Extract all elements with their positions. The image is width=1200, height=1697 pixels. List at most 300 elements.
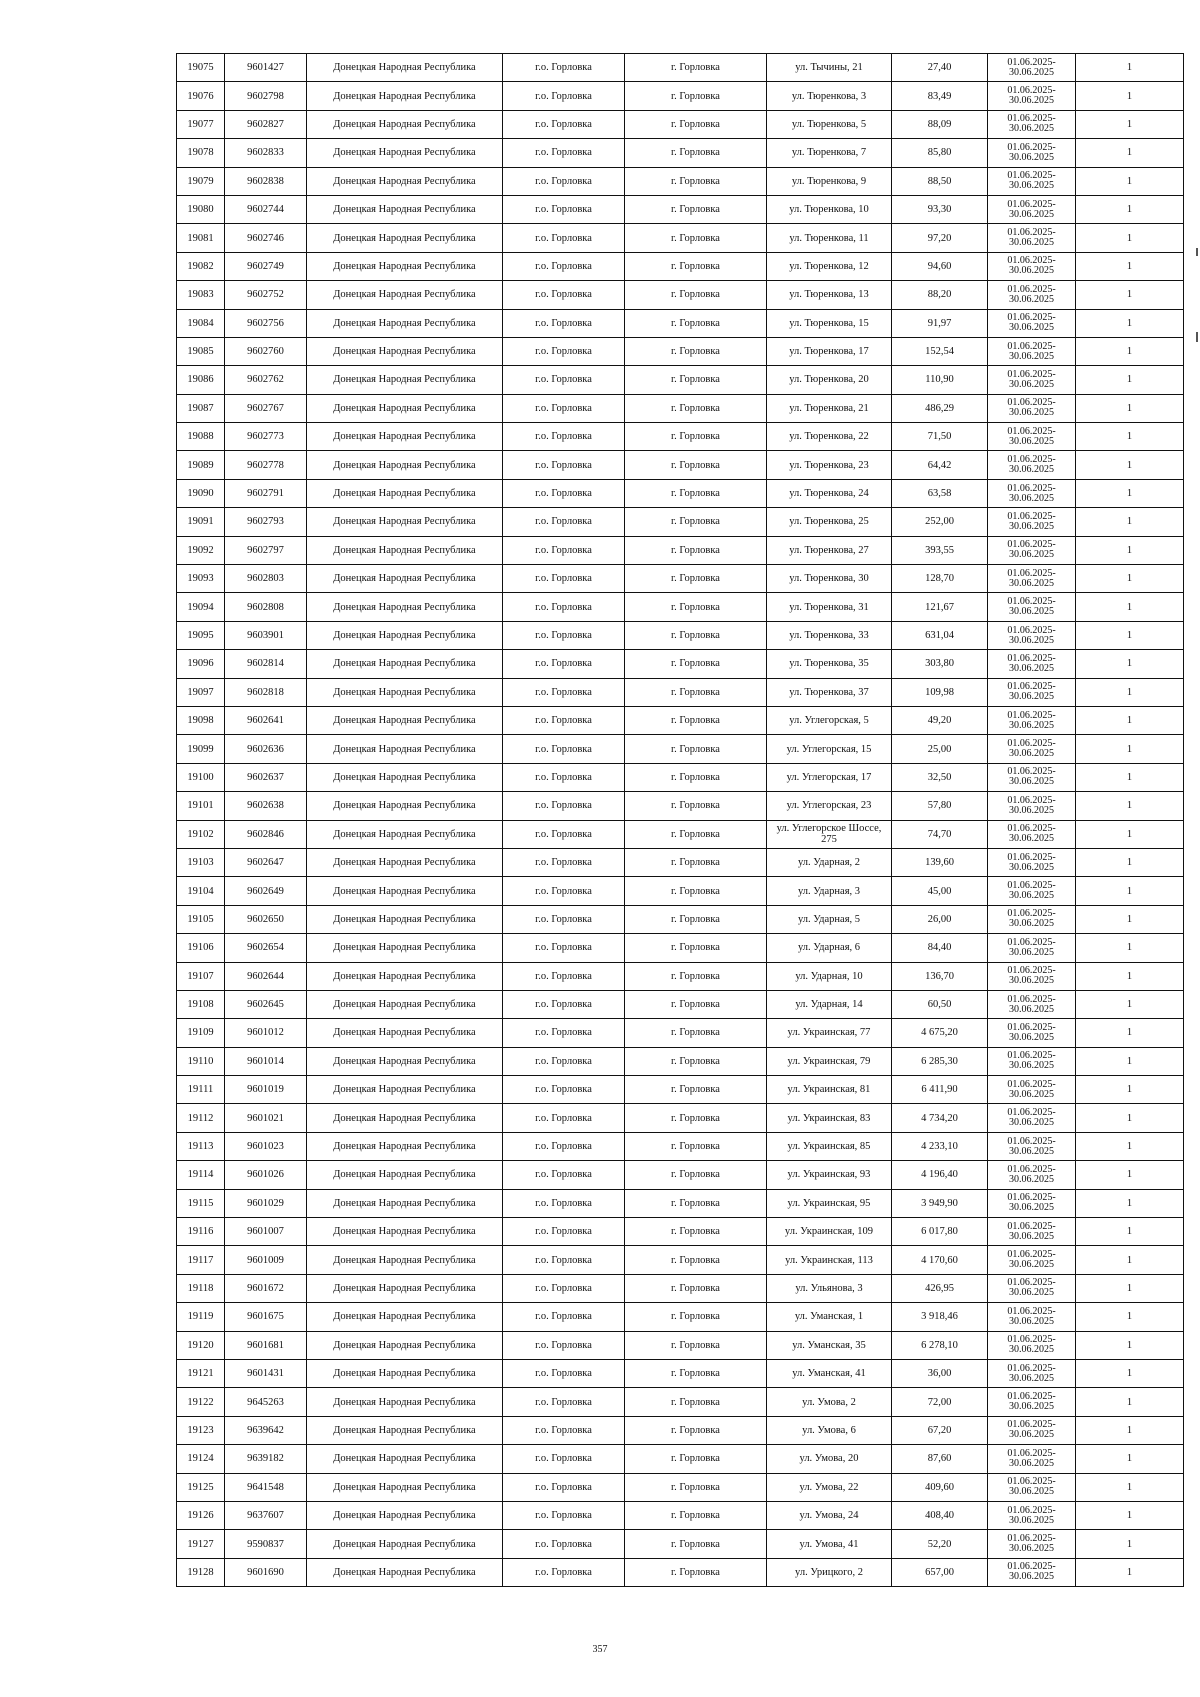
cell-number: 19083	[177, 281, 225, 309]
period-line: 30.06.2025	[1009, 946, 1054, 958]
period-line: 30.06.2025	[1009, 833, 1054, 845]
period-line: 30.06.2025	[1009, 719, 1054, 731]
cell-number: 19091	[177, 508, 225, 536]
cell-address: ул. Тюренкова, 30	[767, 565, 892, 593]
cell-number: 19082	[177, 252, 225, 280]
cell-period	[988, 848, 1076, 876]
table-row	[177, 593, 1184, 621]
cell-period	[988, 54, 1076, 82]
cell-code: 9639642	[225, 1416, 307, 1444]
table-row	[177, 54, 1184, 82]
period-line: 01.06.2025-	[1007, 283, 1056, 295]
cell-district: г.о. Горловка	[503, 1076, 625, 1104]
table-row	[177, 479, 1184, 507]
cell-code: 9602641	[225, 706, 307, 734]
table-row	[177, 1530, 1184, 1558]
table-row	[177, 195, 1184, 223]
cell-quantity: 1	[1076, 565, 1184, 593]
cell-address: ул. Тюренкова, 12	[767, 252, 892, 280]
cell-code: 9601023	[225, 1132, 307, 1160]
cell-quantity: 1	[1076, 139, 1184, 167]
cell-area: 36,00	[892, 1359, 988, 1387]
cell-period	[988, 593, 1076, 621]
period-line: 30.06.2025	[1009, 151, 1054, 163]
cell-region: Донецкая Народная Республика	[307, 423, 503, 451]
cell-address: ул. Ударная, 6	[767, 934, 892, 962]
cell-address: ул. Тюренкова, 37	[767, 678, 892, 706]
cell-quantity: 1	[1076, 1558, 1184, 1586]
table-row	[177, 1047, 1184, 1075]
cell-number: 19104	[177, 877, 225, 905]
table-row	[177, 536, 1184, 564]
cell-quantity: 1	[1076, 110, 1184, 138]
cell-number: 19076	[177, 82, 225, 110]
cell-address: ул. Тюренкова, 27	[767, 536, 892, 564]
table-row	[177, 394, 1184, 422]
cell-period	[988, 877, 1076, 905]
cell-city: г. Горловка	[625, 848, 767, 876]
cell-area: 93,30	[892, 195, 988, 223]
table-row	[177, 1416, 1184, 1444]
period-line: 30.06.2025	[1009, 378, 1054, 390]
period-line: 30.06.2025	[1009, 1088, 1054, 1100]
cell-code: 9602798	[225, 82, 307, 110]
period-line: 01.06.2025-	[1007, 993, 1056, 1005]
table-row	[177, 1189, 1184, 1217]
period-line: 30.06.2025	[1009, 95, 1054, 107]
cell-number: 19077	[177, 110, 225, 138]
period-line: 01.06.2025-	[1007, 539, 1056, 551]
cell-quantity: 1	[1076, 1331, 1184, 1359]
cell-period	[988, 905, 1076, 933]
cell-code: 9645263	[225, 1388, 307, 1416]
cell-address: ул. Украинская, 93	[767, 1161, 892, 1189]
cell-address: ул. Тюренкова, 7	[767, 139, 892, 167]
cell-code: 9602803	[225, 565, 307, 593]
cell-district: г.о. Горловка	[503, 309, 625, 337]
cell-code: 9601014	[225, 1047, 307, 1075]
cell-quantity: 1	[1076, 905, 1184, 933]
cell-period	[988, 1388, 1076, 1416]
period-line: 30.06.2025	[1009, 1060, 1054, 1072]
cell-code: 9602649	[225, 877, 307, 905]
cell-city: г. Горловка	[625, 678, 767, 706]
cell-city: г. Горловка	[625, 1303, 767, 1331]
cell-period	[988, 990, 1076, 1018]
cell-period	[988, 366, 1076, 394]
cell-district: г.о. Горловка	[503, 1388, 625, 1416]
period-line: 01.06.2025-	[1007, 965, 1056, 977]
period-line: 01.06.2025-	[1007, 624, 1056, 636]
cell-number: 19075	[177, 54, 225, 82]
cell-city: г. Горловка	[625, 508, 767, 536]
cell-district: г.о. Горловка	[503, 110, 625, 138]
period-line: 01.06.2025-	[1007, 1504, 1056, 1516]
cell-city: г. Горловка	[625, 1218, 767, 1246]
cell-area: 83,49	[892, 82, 988, 110]
cell-address: ул. Тюренкова, 9	[767, 167, 892, 195]
cell-city: г. Горловка	[625, 366, 767, 394]
cell-number: 19093	[177, 565, 225, 593]
cell-area: 657,00	[892, 1558, 988, 1586]
cell-period	[988, 934, 1076, 962]
cell-quantity: 1	[1076, 281, 1184, 309]
period-line: 30.06.2025	[1009, 890, 1054, 902]
period-line: 30.06.2025	[1009, 464, 1054, 476]
cell-period	[988, 1445, 1076, 1473]
cell-period	[988, 1189, 1076, 1217]
cell-district: г.о. Горловка	[503, 905, 625, 933]
cell-quantity: 1	[1076, 1246, 1184, 1274]
cell-code: 9601026	[225, 1161, 307, 1189]
period-line: 01.06.2025-	[1007, 596, 1056, 608]
cell-period	[988, 479, 1076, 507]
table-row	[177, 281, 1184, 309]
period-line: 30.06.2025	[1009, 1003, 1054, 1015]
cell-region: Донецкая Народная Республика	[307, 848, 503, 876]
cell-region: Донецкая Народная Республика	[307, 167, 503, 195]
cell-district: г.о. Горловка	[503, 934, 625, 962]
cell-number: 19107	[177, 962, 225, 990]
cell-region: Донецкая Народная Республика	[307, 1161, 503, 1189]
cell-region: Донецкая Народная Республика	[307, 479, 503, 507]
period-line: 01.06.2025-	[1007, 454, 1056, 466]
cell-code: 9602654	[225, 934, 307, 962]
cell-area: 94,60	[892, 252, 988, 280]
table-row	[177, 848, 1184, 876]
table-row	[177, 451, 1184, 479]
cell-code: 9602773	[225, 423, 307, 451]
table-row	[177, 82, 1184, 110]
cell-address: ул. Украинская, 95	[767, 1189, 892, 1217]
cell-region: Донецкая Народная Республика	[307, 1132, 503, 1160]
cell-number: 19118	[177, 1274, 225, 1302]
cell-region: Донецкая Народная Республика	[307, 1359, 503, 1387]
cell-district: г.о. Горловка	[503, 1132, 625, 1160]
cell-district: г.о. Горловка	[503, 479, 625, 507]
cell-quantity: 1	[1076, 1132, 1184, 1160]
period-line: 30.06.2025	[1009, 1401, 1054, 1413]
table-row	[177, 1331, 1184, 1359]
cell-district: г.о. Горловка	[503, 451, 625, 479]
period-line: 01.06.2025-	[1007, 936, 1056, 948]
cell-quantity: 1	[1076, 763, 1184, 791]
cell-quantity: 1	[1076, 451, 1184, 479]
cell-address: ул. Украинская, 113	[767, 1246, 892, 1274]
cell-region: Донецкая Народная Республика	[307, 309, 503, 337]
period-line: 30.06.2025	[1009, 918, 1054, 930]
registry-body	[177, 54, 1184, 1587]
cell-area: 303,80	[892, 650, 988, 678]
cell-period	[988, 792, 1076, 820]
cell-city: г. Горловка	[625, 195, 767, 223]
cell-district: г.о. Горловка	[503, 1189, 625, 1217]
cell-address: ул. Углегорское Шоссе, 275	[767, 820, 892, 848]
period-line: 01.06.2025-	[1007, 880, 1056, 892]
cell-city: г. Горловка	[625, 735, 767, 763]
cell-address: ул. Тюренкова, 17	[767, 337, 892, 365]
cell-city: г. Горловка	[625, 1445, 767, 1473]
cell-area: 128,70	[892, 565, 988, 593]
period-line: 01.06.2025-	[1007, 1362, 1056, 1374]
cell-area: 121,67	[892, 593, 988, 621]
period-line: 30.06.2025	[1009, 322, 1054, 334]
period-line: 30.06.2025	[1009, 1287, 1054, 1299]
cell-code: 9602818	[225, 678, 307, 706]
cell-address: ул. Уманская, 1	[767, 1303, 892, 1331]
period-line: 30.06.2025	[1009, 662, 1054, 674]
cell-quantity: 1	[1076, 508, 1184, 536]
cell-number: 19123	[177, 1416, 225, 1444]
period-line: 01.06.2025-	[1007, 141, 1056, 153]
cell-district: г.о. Горловка	[503, 763, 625, 791]
cell-number: 19097	[177, 678, 225, 706]
cell-area: 97,20	[892, 224, 988, 252]
cell-address: ул. Ударная, 5	[767, 905, 892, 933]
cell-address: ул. Тюренкова, 20	[767, 366, 892, 394]
cell-region: Донецкая Народная Республика	[307, 224, 503, 252]
cell-period	[988, 1218, 1076, 1246]
cell-city: г. Горловка	[625, 536, 767, 564]
cell-period	[988, 1359, 1076, 1387]
cell-city: г. Горловка	[625, 479, 767, 507]
cell-code: 9601431	[225, 1359, 307, 1387]
cell-number: 19078	[177, 139, 225, 167]
period-line: 30.06.2025	[1009, 1429, 1054, 1441]
cell-district: г.о. Горловка	[503, 1501, 625, 1529]
cell-region: Донецкая Народная Республика	[307, 1189, 503, 1217]
cell-area: 6 017,80	[892, 1218, 988, 1246]
cell-city: г. Горловка	[625, 962, 767, 990]
period-line: 30.06.2025	[1009, 606, 1054, 618]
cell-region: Донецкая Народная Республика	[307, 1076, 503, 1104]
cell-code: 9602838	[225, 167, 307, 195]
cell-address: ул. Умова, 22	[767, 1473, 892, 1501]
cell-city: г. Горловка	[625, 1274, 767, 1302]
table-row	[177, 877, 1184, 905]
cell-number: 19100	[177, 763, 225, 791]
cell-period	[988, 1416, 1076, 1444]
cell-district: г.о. Горловка	[503, 366, 625, 394]
cell-area: 152,54	[892, 337, 988, 365]
cell-area: 631,04	[892, 621, 988, 649]
period-line: 01.06.2025-	[1007, 1277, 1056, 1289]
cell-period	[988, 678, 1076, 706]
cell-city: г. Горловка	[625, 1104, 767, 1132]
cell-region: Донецкая Народная Республика	[307, 451, 503, 479]
period-line: 01.06.2025-	[1007, 56, 1056, 68]
cell-address: ул. Тюренкова, 10	[767, 195, 892, 223]
cell-quantity: 1	[1076, 962, 1184, 990]
cell-district: г.о. Горловка	[503, 678, 625, 706]
period-line: 30.06.2025	[1009, 1344, 1054, 1356]
period-line: 01.06.2025-	[1007, 1021, 1056, 1033]
period-line: 01.06.2025-	[1007, 198, 1056, 210]
period-line: 01.06.2025-	[1007, 709, 1056, 721]
cell-city: г. Горловка	[625, 451, 767, 479]
scan-artifact	[1196, 332, 1198, 342]
cell-number: 19102	[177, 820, 225, 848]
table-row	[177, 1218, 1184, 1246]
period-line: 01.06.2025-	[1007, 652, 1056, 664]
cell-district: г.о. Горловка	[503, 82, 625, 110]
cell-district: г.о. Горловка	[503, 1416, 625, 1444]
table-row	[177, 1558, 1184, 1586]
table-row	[177, 1019, 1184, 1047]
cell-area: 72,00	[892, 1388, 988, 1416]
period-line: 01.06.2025-	[1007, 1107, 1056, 1119]
cell-period	[988, 650, 1076, 678]
cell-area: 45,00	[892, 877, 988, 905]
cell-area: 4 196,40	[892, 1161, 988, 1189]
period-line: 30.06.2025	[1009, 1514, 1054, 1526]
cell-number: 19110	[177, 1047, 225, 1075]
cell-district: г.о. Горловка	[503, 139, 625, 167]
cell-number: 19101	[177, 792, 225, 820]
period-line: 01.06.2025-	[1007, 312, 1056, 324]
period-line: 30.06.2025	[1009, 1259, 1054, 1271]
period-line: 30.06.2025	[1009, 1031, 1054, 1043]
cell-quantity: 1	[1076, 479, 1184, 507]
cell-period	[988, 139, 1076, 167]
cell-period	[988, 1331, 1076, 1359]
cell-district: г.о. Горловка	[503, 1218, 625, 1246]
cell-city: г. Горловка	[625, 1076, 767, 1104]
cell-city: г. Горловка	[625, 1047, 767, 1075]
period-line: 01.06.2025-	[1007, 482, 1056, 494]
table-row	[177, 621, 1184, 649]
cell-area: 74,70	[892, 820, 988, 848]
cell-number: 19125	[177, 1473, 225, 1501]
cell-area: 85,80	[892, 139, 988, 167]
period-line: 30.06.2025	[1009, 1202, 1054, 1214]
cell-area: 88,20	[892, 281, 988, 309]
cell-code: 9602752	[225, 281, 307, 309]
cell-region: Донецкая Народная Республика	[307, 281, 503, 309]
cell-district: г.о. Горловка	[503, 1530, 625, 1558]
cell-code: 9590837	[225, 1530, 307, 1558]
cell-quantity: 1	[1076, 1218, 1184, 1246]
cell-address: ул. Урицкого, 2	[767, 1558, 892, 1586]
table-row	[177, 1161, 1184, 1189]
cell-city: г. Горловка	[625, 337, 767, 365]
cell-city: г. Горловка	[625, 423, 767, 451]
cell-city: г. Горловка	[625, 224, 767, 252]
cell-number: 19098	[177, 706, 225, 734]
cell-region: Донецкая Народная Республика	[307, 195, 503, 223]
cell-address: ул. Тюренкова, 22	[767, 423, 892, 451]
cell-code: 9602791	[225, 479, 307, 507]
table-row	[177, 139, 1184, 167]
cell-area: 32,50	[892, 763, 988, 791]
cell-period	[988, 1558, 1076, 1586]
cell-address: ул. Умова, 20	[767, 1445, 892, 1473]
cell-city: г. Горловка	[625, 1331, 767, 1359]
cell-city: г. Горловка	[625, 905, 767, 933]
cell-period	[988, 309, 1076, 337]
cell-period	[988, 167, 1076, 195]
cell-number: 19126	[177, 1501, 225, 1529]
cell-district: г.о. Горловка	[503, 1473, 625, 1501]
cell-area: 71,50	[892, 423, 988, 451]
cell-region: Донецкая Народная Республика	[307, 54, 503, 82]
period-line: 30.06.2025	[1009, 1486, 1054, 1498]
cell-address: ул. Украинская, 79	[767, 1047, 892, 1075]
cell-area: 109,98	[892, 678, 988, 706]
cell-quantity: 1	[1076, 678, 1184, 706]
period-line: 30.06.2025	[1009, 1173, 1054, 1185]
cell-district: г.о. Горловка	[503, 792, 625, 820]
period-line: 30.06.2025	[1009, 1315, 1054, 1327]
cell-code: 9637607	[225, 1501, 307, 1529]
cell-city: г. Горловка	[625, 394, 767, 422]
period-line: 30.06.2025	[1009, 577, 1054, 589]
cell-district: г.о. Горловка	[503, 650, 625, 678]
cell-number: 19080	[177, 195, 225, 223]
cell-address: ул. Ударная, 10	[767, 962, 892, 990]
cell-area: 6 411,90	[892, 1076, 988, 1104]
cell-city: г. Горловка	[625, 1161, 767, 1189]
table-row	[177, 962, 1184, 990]
table-row	[177, 990, 1184, 1018]
cell-period	[988, 1104, 1076, 1132]
cell-number: 19088	[177, 423, 225, 451]
cell-number: 19111	[177, 1076, 225, 1104]
cell-city: г. Горловка	[625, 1501, 767, 1529]
cell-quantity: 1	[1076, 1303, 1184, 1331]
scan-artifact	[1196, 248, 1198, 256]
table-row	[177, 1388, 1184, 1416]
cell-code: 9601681	[225, 1331, 307, 1359]
cell-quantity: 1	[1076, 706, 1184, 734]
cell-district: г.о. Горловка	[503, 536, 625, 564]
cell-region: Донецкая Народная Республика	[307, 1246, 503, 1274]
cell-period	[988, 1246, 1076, 1274]
cell-number: 19121	[177, 1359, 225, 1387]
cell-address: ул. Ударная, 14	[767, 990, 892, 1018]
period-line: 01.06.2025-	[1007, 227, 1056, 239]
cell-area: 88,50	[892, 167, 988, 195]
cell-city: г. Горловка	[625, 1359, 767, 1387]
period-line: 01.06.2025-	[1007, 1334, 1056, 1346]
period-line: 30.06.2025	[1009, 293, 1054, 305]
table-row	[177, 792, 1184, 820]
cell-address: ул. Ударная, 2	[767, 848, 892, 876]
cell-number: 19119	[177, 1303, 225, 1331]
cell-address: ул. Украинская, 83	[767, 1104, 892, 1132]
period-line: 01.06.2025-	[1007, 340, 1056, 352]
cell-code: 9601021	[225, 1104, 307, 1132]
cell-code: 9602814	[225, 650, 307, 678]
cell-city: г. Горловка	[625, 820, 767, 848]
cell-period	[988, 1076, 1076, 1104]
cell-region: Донецкая Народная Республика	[307, 1473, 503, 1501]
period-line: 01.06.2025-	[1007, 851, 1056, 863]
cell-number: 19106	[177, 934, 225, 962]
table-row	[177, 763, 1184, 791]
table-row	[177, 1076, 1184, 1104]
cell-period	[988, 820, 1076, 848]
cell-address: ул. Украинская, 81	[767, 1076, 892, 1104]
cell-region: Донецкая Народная Республика	[307, 394, 503, 422]
cell-region: Донецкая Народная Республика	[307, 990, 503, 1018]
cell-address: ул. Умова, 2	[767, 1388, 892, 1416]
cell-period	[988, 1530, 1076, 1558]
cell-quantity: 1	[1076, 848, 1184, 876]
registry-table	[176, 53, 1184, 1587]
cell-code: 9602744	[225, 195, 307, 223]
cell-number: 19094	[177, 593, 225, 621]
